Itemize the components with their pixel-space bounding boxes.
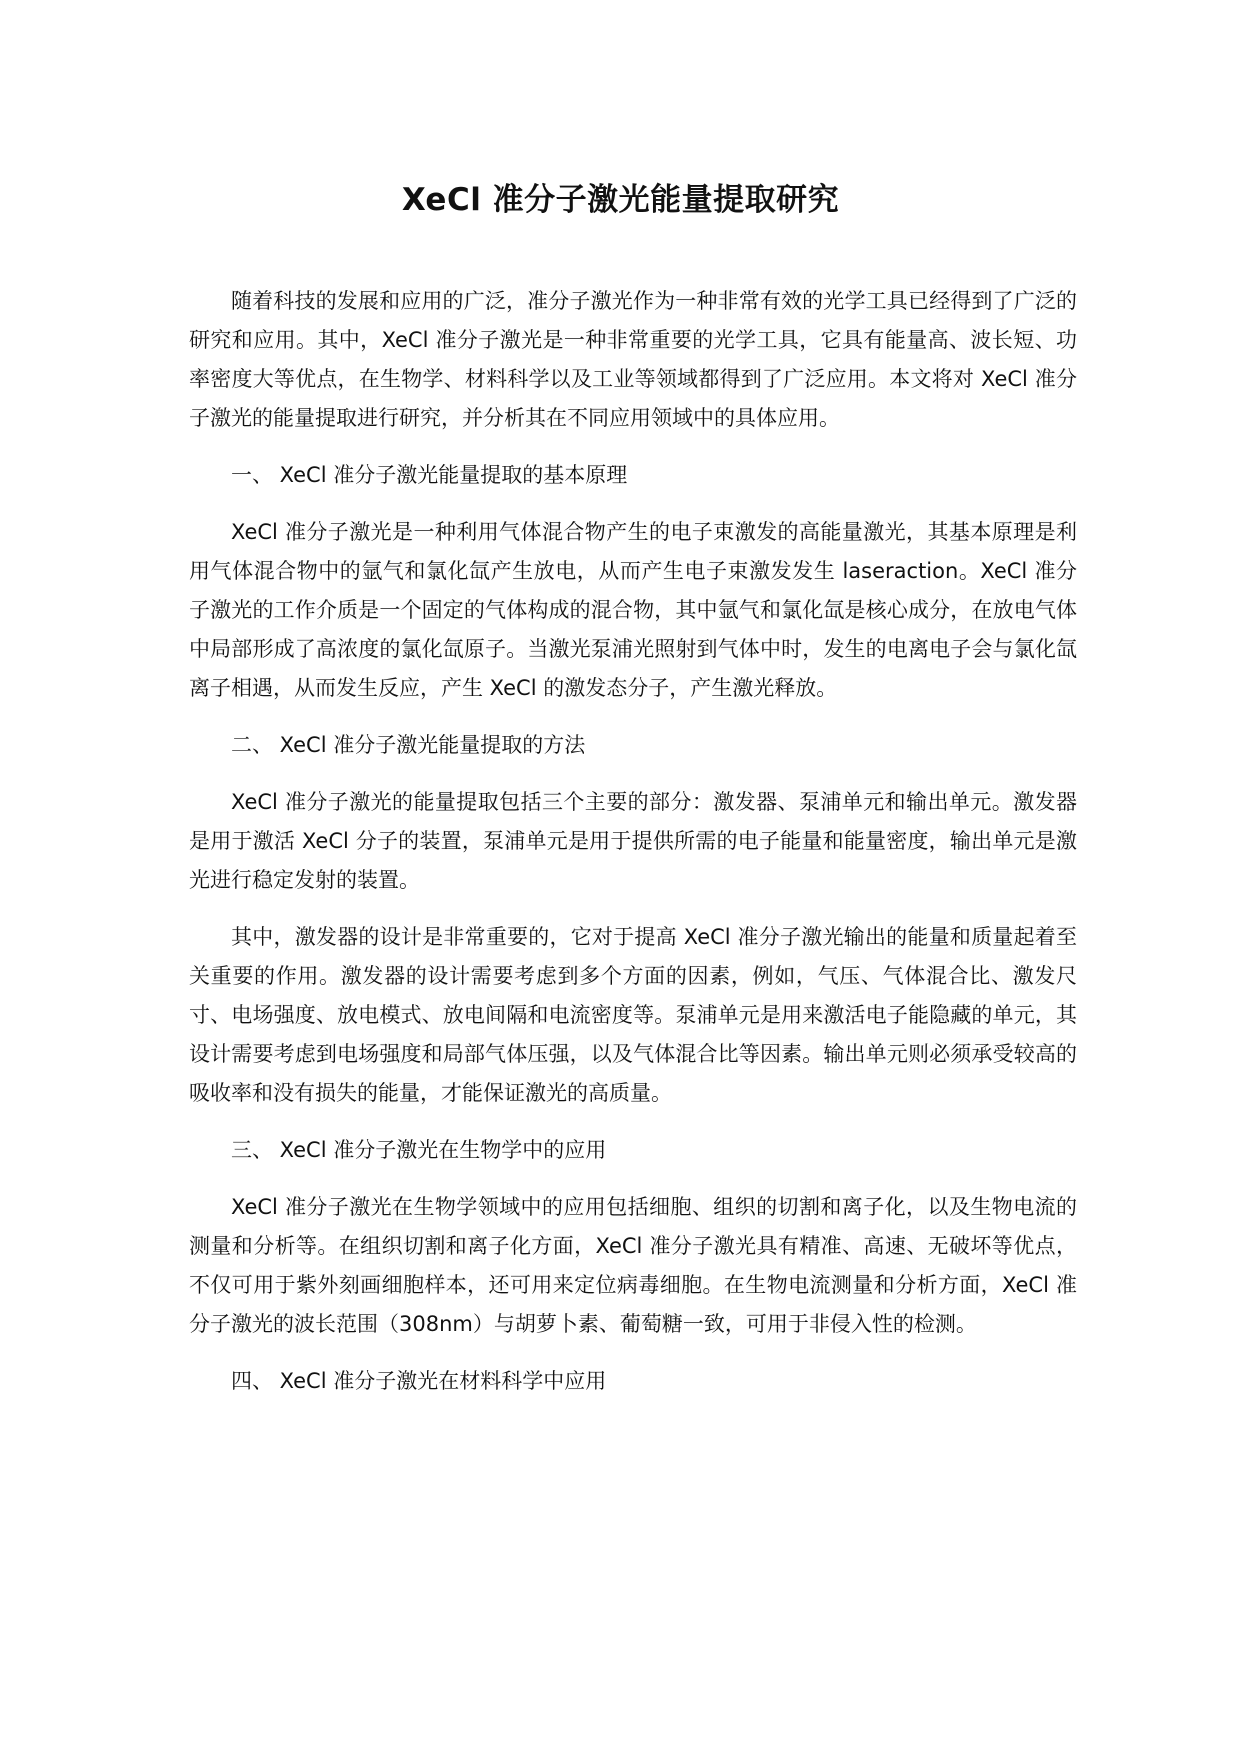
document-title: XeCl 准分子激光能量提取研究	[401, 182, 840, 218]
paragraph-biology: XeCl 准分子激光在生物学领域中的应用包括细胞、组织的切割和离子化，以及生物电流的测量和分析等。在组织切割和离子化方面，XeCl 准分子激光具有精准、高速、无破坏等优点，不仅可用于紫外刻画细胞样本，还可用来定位病毒细胞。在生物电流测量和分析方面，XeCl 准分子激光的波长范围（308nm）与胡萝卜素、葡萄糖一致，可用于非侵入性的检测。	[189, 1195, 1077, 1336]
paragraph-intro: 随着科技的发展和应用的广泛，准分子激光作为一种非常有效的光学工具已经得到了广泛的研究和应用。其中，XeCl 准分子激光是一种非常重要的光学工具，它具有能量高、波长短、功率密度大等优点，在生物学、材料科学以及工业等领域都得到了广泛应用。本文将对 XeCl 准分子激光的能量提取进行研究，并分析其在不同应用领域中的具体应用。	[189, 289, 1077, 430]
paragraph-exciter-design: 其中，激发器的设计是非常重要的，它对于提高 XeCl 准分子激光输出的能量和质量起着至关重要的作用。激发器的设计需要考虑到多个方面的因素，例如，气压、气体混合比、激发尺寸、电场强度、放电模式、放电间隔和电流密度等。泵浦单元是用来激活电子能隐藏的单元，其设计需要考虑到电场强度和局部气体压强，以及气体混合比等因素。输出单元则必须承受较高的吸收率和没有损失的能量，才能保证激光的高质量。	[189, 925, 1077, 1105]
section-heading-2: 二、 XeCl 准分子激光能量提取的方法	[231, 733, 586, 757]
section-heading-3: 三、 XeCl 准分子激光在生物学中的应用	[231, 1138, 607, 1162]
section-heading-1: 一、 XeCl 准分子激光能量提取的基本原理	[231, 463, 628, 487]
section-heading-4: 四、 XeCl 准分子激光在材料科学中应用	[231, 1369, 607, 1393]
paragraph-method: XeCl 准分子激光的能量提取包括三个主要的部分：激发器、泵浦单元和输出单元。激发器是用于激活 XeCl 分子的装置，泵浦单元是用于提供所需的电子能量和能量密度，输出单元是激光进行稳定发射的装置。	[189, 790, 1077, 892]
document-body	[189, 282, 1077, 1419]
paragraph-principle: XeCl 准分子激光是一种利用气体混合物产生的电子束激发的高能量激光，其基本原理是利用气体混合物中的氩气和氯化氙产生放电，从而产生电子束激发发生 laseraction。XeCl 准分子激光的工作介质是一个固定的气体构成的混合物，其中氩气和氯化氙是核心成分，在放电气体中局部形成了高浓度的氯化氙原子。当激光泵浦光照射到气体中时，发生的电离电子会与氯化氙离子相遇，从而发生反应，产生 XeCl 的激发态分子，产生激光释放。	[189, 520, 1077, 700]
